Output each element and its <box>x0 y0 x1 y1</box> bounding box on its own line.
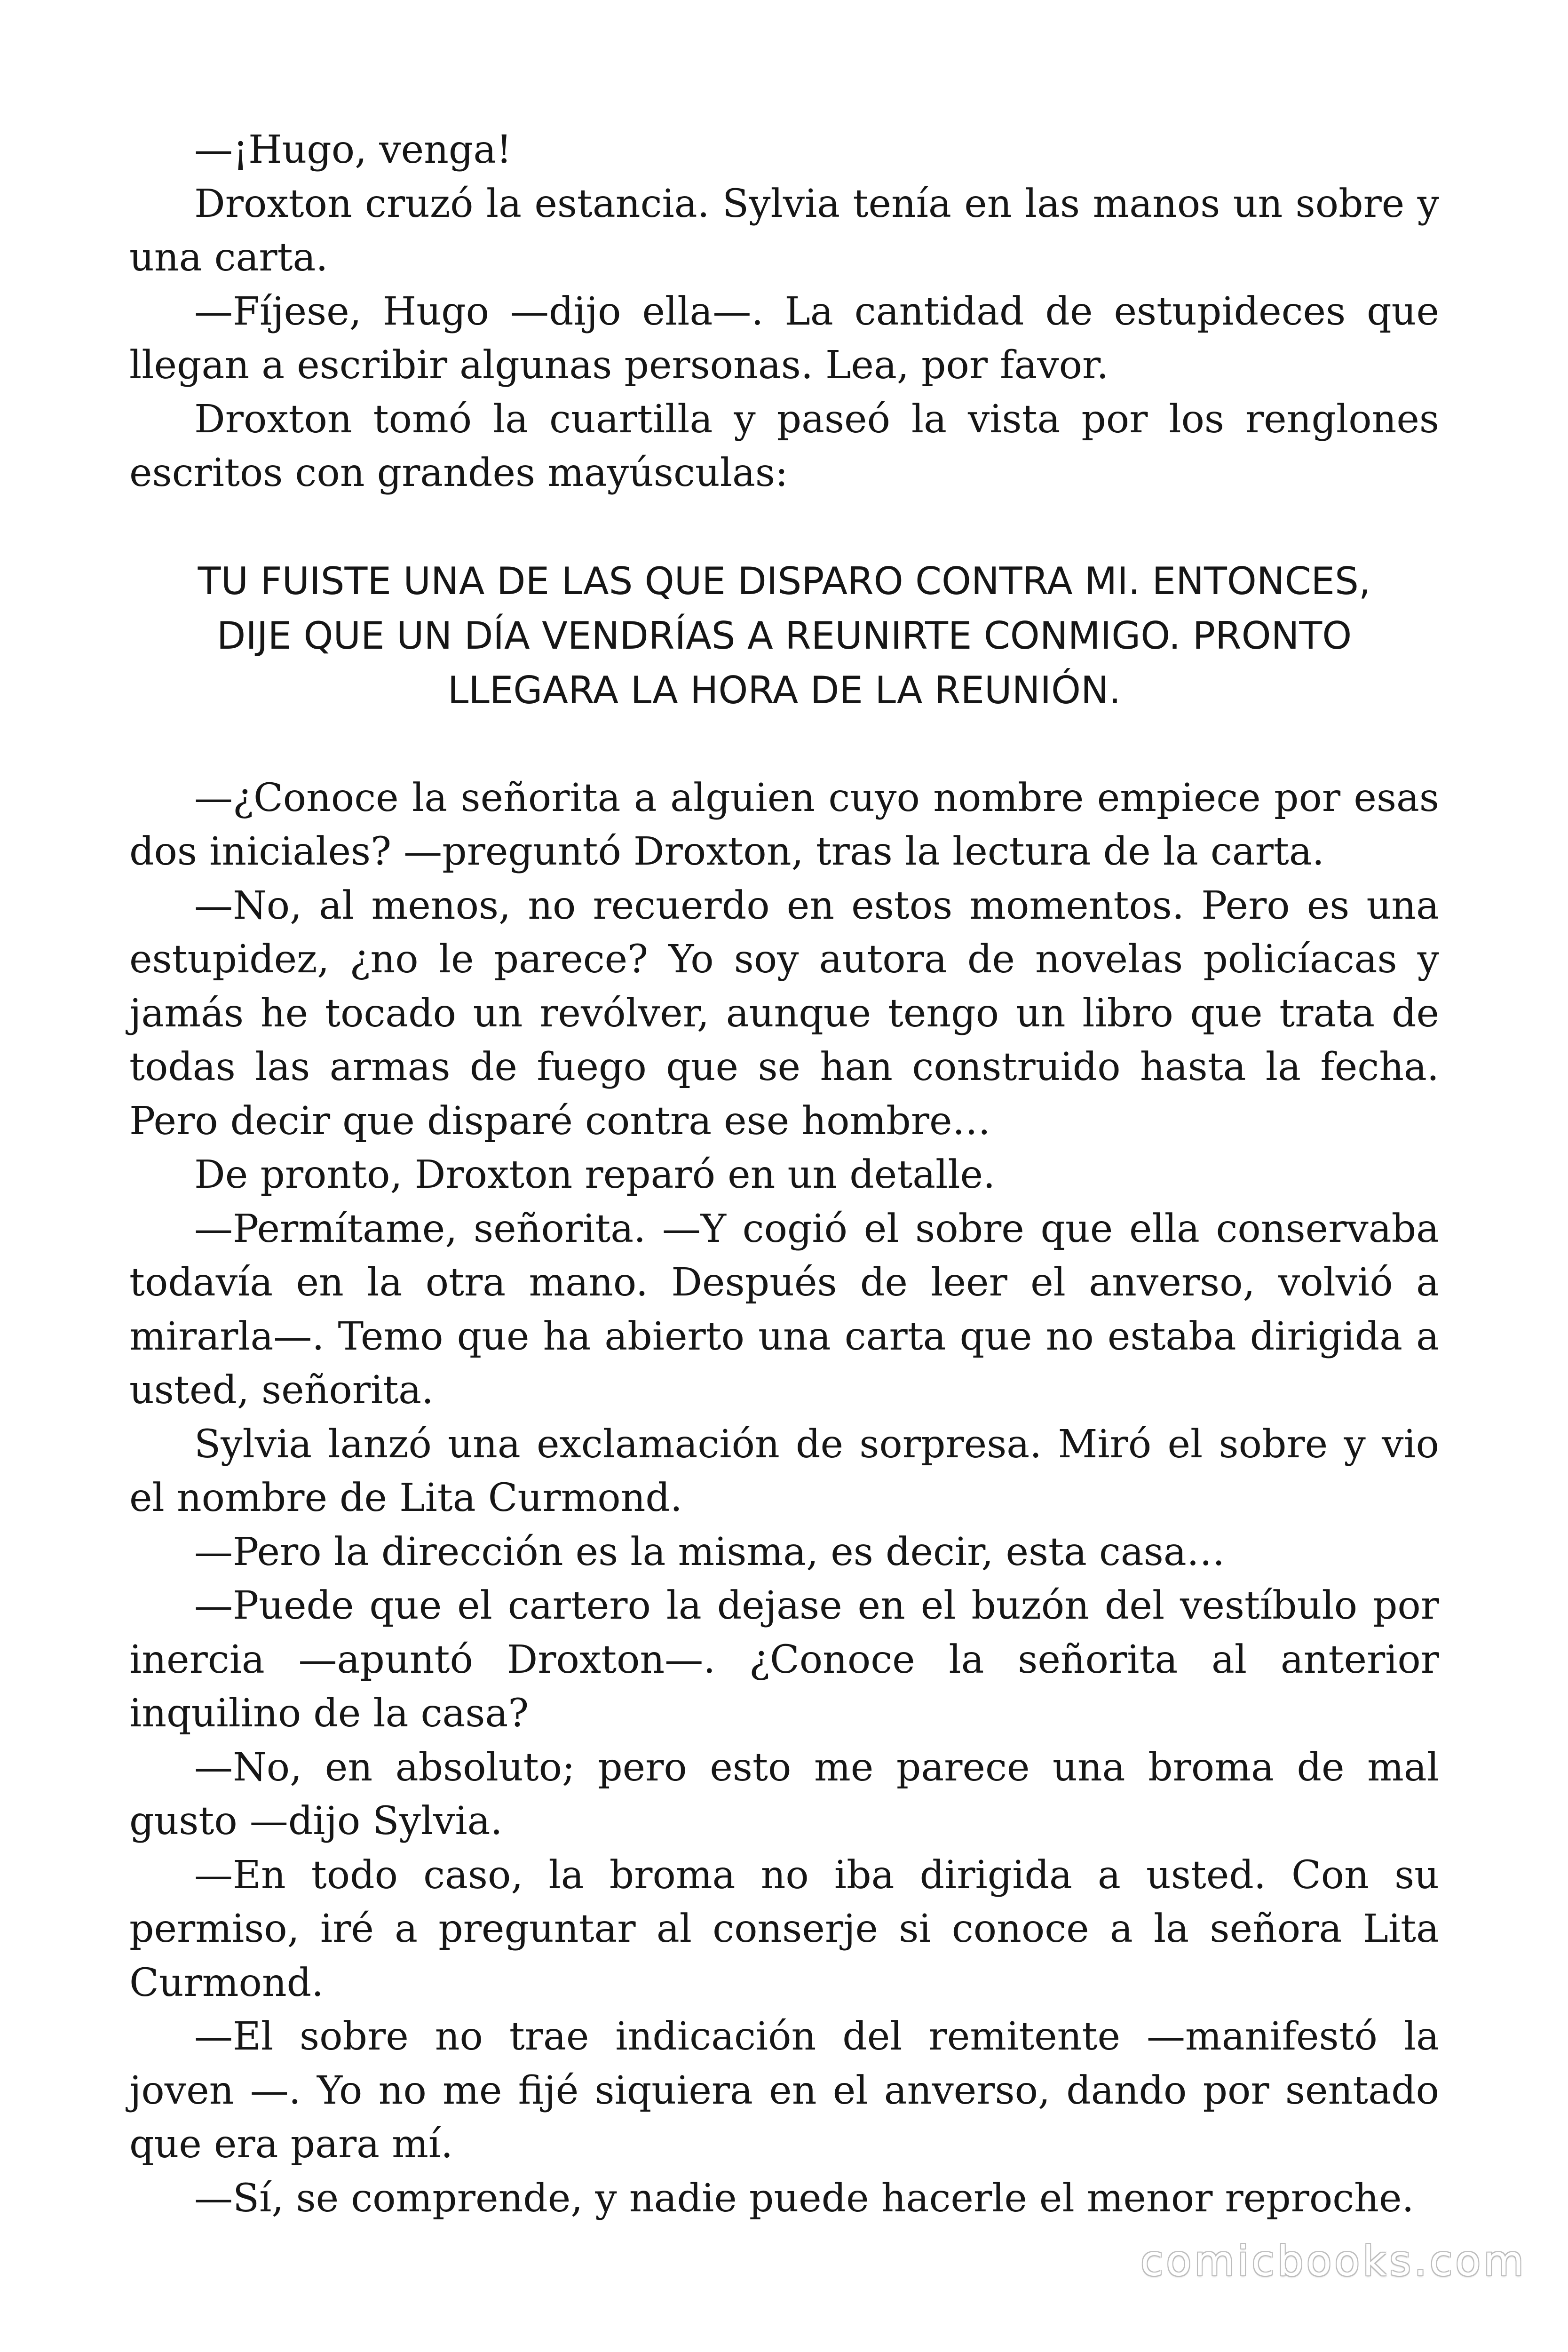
dialogue-section <box>129 771 1439 2226</box>
paragraph: —¡Hugo, venga! <box>194 127 512 172</box>
paragraph: —No, en absoluto; pero esto me parece una broma de mal gusto —dijo Sylvia. <box>129 1745 1439 1843</box>
paragraph: —Puede que el cartero la dejase en el buzón del vestíbulo por inercia —apuntó Droxton—. ¿Conoce la señorita al anterior inquilino de la casa? <box>129 1583 1439 1736</box>
paragraph: —El sobre no trae indicación del remitente —manifestó la joven —. Yo no me fijé siquiera en el anverso, dando por sentado que era para mí. <box>129 2014 1439 2167</box>
paragraph: —No, al menos, no recuerdo en estos momentos. Pero es una estupidez, ¿no le parece? Yo soy autora de novelas policíacas y jamás he tocado un revólver, aunque tengo un libro que trata de todas las armas de fuego que se han construido hasta la fecha. Pero decir que disparé contra ese hombre… <box>129 883 1439 1144</box>
letter-line: LLEGARA LA HORA DE LA REUNIÓN. <box>447 668 1121 712</box>
letter-line: TU FUISTE UNA DE LAS QUE DISPARO CONTRA MI. ENTONCES, <box>198 559 1371 603</box>
paragraph: Droxton cruzó la estancia. Sylvia tenía en las manos un sobre y una carta. <box>129 181 1439 280</box>
paragraph: —Pero la dirección es la misma, es decir, esta casa… <box>194 1529 1225 1574</box>
paragraph: —En todo caso, la broma no iba dirigida a usted. Con su permiso, iré a preguntar al conserje si conoce a la señora Lita Curmond. <box>129 1852 1439 2005</box>
watermark-logo: comicbooks.com <box>1140 2237 1527 2285</box>
paragraph: —Permítame, señorita. —Y cogió el sobre que ella conservaba todavía en la otra mano. Después de leer el anverso, volvió a mirarla—. Temo que ha abierto una carta que no estaba dirigida a usted, señorita. <box>129 1206 1439 1413</box>
paragraph: —Sí, se comprende, y nadie puede hacerle el menor reproche. <box>194 2176 1414 2221</box>
paragraph: Sylvia lanzó una exclamación de sorpresa. Miró el sobre y vio el nombre de Lita Curmond. <box>129 1422 1439 1520</box>
letter-line: DIJE QUE UN DÍA VENDRÍAS A REUNIRTE CONMIGO. PRONTO <box>216 613 1352 658</box>
paragraph: —¿Conoce la señorita a alguien cuyo nombre empiece por esas dos iniciales? —preguntó Droxton, tras la lectura de la carta. <box>129 775 1439 874</box>
paragraph: De pronto, Droxton reparó en un detalle. <box>194 1152 996 1197</box>
paragraph: Droxton tomó la cuartilla y paseó la vista por los renglones escritos con grandes mayúsculas: <box>129 397 1439 495</box>
page-text <box>129 123 1439 2225</box>
paragraph: —Fíjese, Hugo —dijo ella—. La cantidad de estupideces que llegan a escribir algunas personas. Lea, por favor. <box>129 289 1439 388</box>
letter-quote <box>129 554 1439 718</box>
